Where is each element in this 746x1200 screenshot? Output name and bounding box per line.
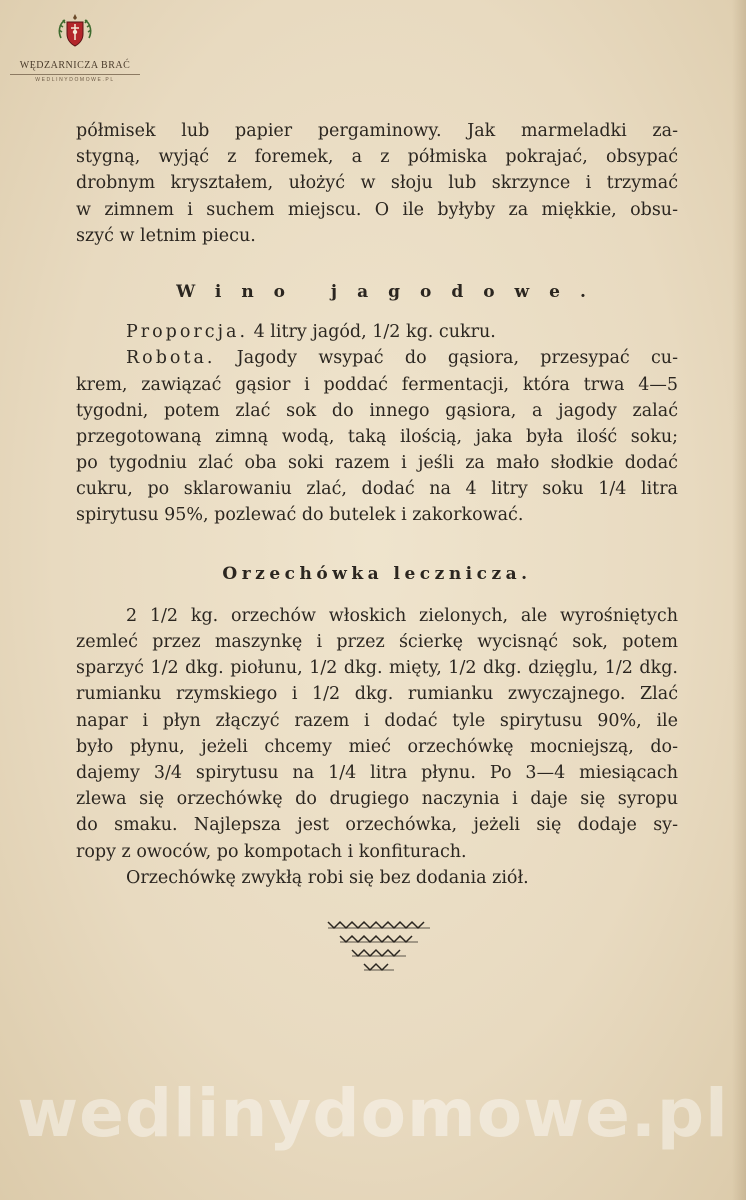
proportion-text: 4 litry jagód, 1/2 kg. cukru. (253, 322, 496, 343)
text-line: rumianku rzymskiego i 1/2 dkg. rumianku zwyczajnego. Zlać (76, 684, 678, 705)
text-line: dajemy 3/4 spirytusu na 1/4 litra płynu. Po 3—4 miesiącach (76, 762, 678, 783)
proportion-label: Proporcja. (126, 322, 249, 343)
text-line: do smaku. Najlepsza jest orzechówka, jeżeli się dodaje sy- (76, 815, 678, 836)
text-line: zemleć przez maszynkę i przez ścierkę wycisnąć sok, potem (76, 632, 678, 653)
text-line: stygną, wyjąć z foremek, a z półmiska pokrajać, obsypać (76, 147, 678, 168)
text-line: tygodni, potem zlać sok do innego gąsiora, a jagody zalać (76, 400, 678, 421)
section-heading-orzechowka: Orzechówka lecznicza. (222, 563, 532, 584)
text-line: po tygodniu zlać oba soki razem i jeśli za mało słodkie dodać (76, 453, 678, 474)
text-line: w zimnem i suchem miejscu. O ile byłyby za miękkie, obsu- (76, 199, 678, 220)
work-paragraph (76, 345, 678, 528)
text-line: półmisek lub papier pergaminowy. Jak marmeladki za- (76, 121, 678, 141)
text-line: krem, zawiązać gąsior i poddać fermentacji, która trwa 4—5 (76, 374, 678, 395)
closing-line: Orzechówkę zwykłą robi się bez dodania ziół. (126, 867, 529, 888)
work-text: Jagody wsypać do gąsiora, przesypać cu- (236, 348, 678, 369)
text-line: spirytusu 95%, pozlewać do butelek i zakorkować. (76, 505, 524, 526)
ornament-icon (322, 914, 432, 974)
coat-of-arms-icon (55, 12, 95, 52)
work-label: Robota. (126, 348, 216, 369)
text-line: zlewa się orzechówkę do drugiego naczynia i daje się syropu (76, 789, 678, 810)
text-line: szyć w letnim piecu. (76, 225, 256, 246)
brand-name: WĘDZARNICZA BRAĆ (19, 60, 131, 71)
text-line: 2 1/2 kg. orzechów włoskich zielonych, ale wyrośniętych (126, 605, 678, 626)
text-line: sparzyć 1/2 dkg. piołunu, 1/2 dkg. mięty, 1/2 dkg. dzięglu, 1/2 dkg. (76, 658, 678, 679)
text-line: przegotowaną zimną wodą, taką ilością, jaka była ilość soku; (76, 426, 678, 447)
text-line: ropy z owoców, po kompotach i konfiturach. (76, 841, 467, 862)
section-heading-wino: Wino jagodowe. (176, 281, 606, 302)
brand-logo (10, 12, 140, 83)
proportion-line (76, 319, 678, 345)
work-line (76, 345, 678, 371)
text-line: drobnym kryształem, ułożyć w słoju lub skrzynce i trzymać (76, 173, 678, 194)
text-line: było płynu, jeżeli chcemy mieć orzechówkę mocniejszą, do- (76, 736, 678, 757)
watermark: wedlinydomowe.pl (17, 1075, 729, 1152)
text-line: napar i płyn złączyć razem i dodać tyle spirytusu 90%, ile (76, 710, 678, 731)
brand-divider (10, 74, 140, 75)
text-line: cukru, po sklarowaniu zlać, dodać na 4 litry soku 1/4 litra (76, 479, 678, 500)
page-content (76, 118, 678, 891)
intro-paragraph (76, 118, 678, 249)
brand-url: WEDLINYDOMOWE.PL (35, 77, 115, 83)
proportion-paragraph (76, 319, 678, 345)
page-edge-shadow (732, 0, 746, 1200)
orzechowka-paragraph (76, 603, 678, 891)
